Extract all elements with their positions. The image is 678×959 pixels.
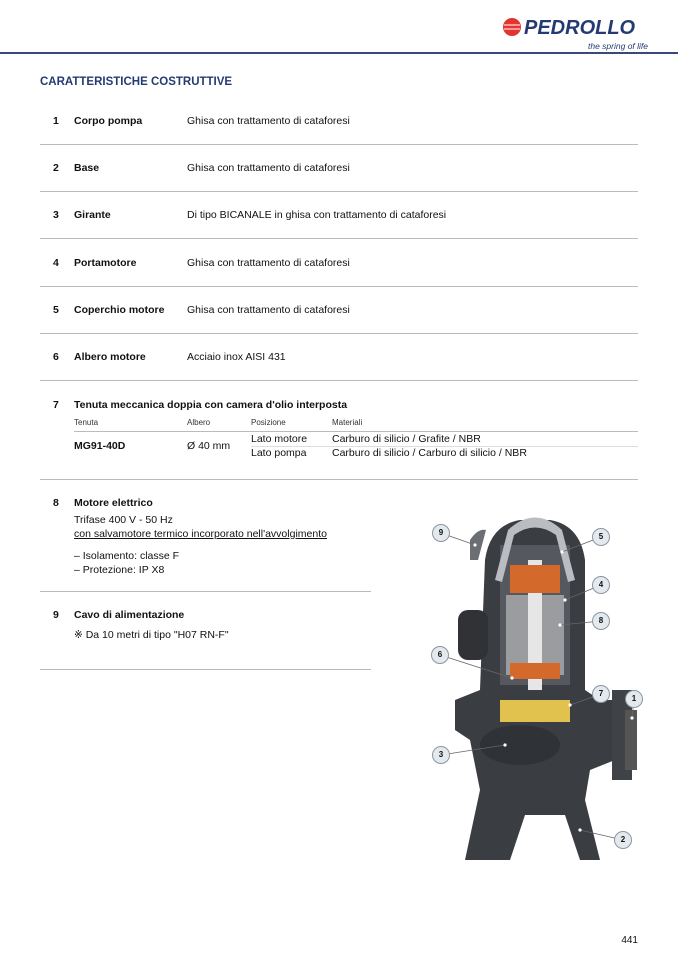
item-value: Di tipo BICANALE in ghisa con trattamento di cataforesi: [187, 209, 447, 222]
item-label: Girante: [74, 209, 111, 222]
callout-marker: 2: [614, 831, 632, 849]
item-label: Portamotore: [74, 256, 137, 269]
page-title: CARATTERISTICHE COSTRUTTIVE: [40, 76, 233, 88]
callout-marker: 7: [592, 685, 610, 703]
item-number: 6: [53, 351, 59, 363]
item-value: Ghisa con trattamento di cataforesi: [187, 115, 350, 127]
motor-line: con salvamotore termico incorporato nell'avvolgimento: [74, 528, 327, 540]
item-number: 8: [53, 497, 59, 509]
motor-line: Trifase 400 V - 50 Hz: [74, 514, 173, 526]
callout-marker: 8: [592, 612, 610, 630]
callout-marker: 6: [431, 646, 449, 664]
position: Lato pompa: [251, 447, 307, 459]
col-tenuta: Tenuta: [74, 418, 99, 427]
seal-title: Tenuta meccanica doppia con camera d'olio interposta: [74, 399, 348, 411]
cable-text: ※ Da 10 metri di tipo "H07 RN-F": [74, 629, 229, 641]
col-posizione: Posizione: [251, 418, 286, 427]
item-value: Ghisa con trattamento di cataforesi: [187, 303, 350, 316]
item-value: Acciaio inox AISI 431: [187, 351, 286, 363]
materials: Carburo di silicio / Carburo di silicio / NBR: [332, 447, 527, 459]
callout-marker: 3: [432, 746, 450, 764]
item-number: 7: [53, 399, 59, 411]
item-value: Ghisa con trattamento di cataforesi: [187, 162, 350, 175]
page-number: 441: [621, 935, 638, 946]
seal-shaft: Ø 40 mm: [187, 440, 231, 452]
item-value: Ghisa con trattamento di cataforesi: [187, 256, 350, 269]
item-label: Base: [74, 162, 100, 175]
col-albero: Albero: [187, 418, 211, 427]
cable-title: Cavo di alimentazione: [74, 609, 185, 621]
callout-marker: 4: [592, 576, 610, 594]
item-label: Corpo pompa: [74, 115, 143, 127]
item-number: 4: [53, 256, 59, 269]
callout-marker: 5: [592, 528, 610, 546]
callout-marker: 1: [625, 690, 643, 708]
callout-marker: 9: [432, 524, 450, 542]
item-number: 5: [53, 303, 59, 316]
item-number: 2: [53, 162, 59, 175]
materials: Carburo di silicio / Grafite / NBR: [332, 433, 481, 445]
item-number: 1: [53, 115, 59, 127]
seal-code: MG91-40D: [74, 440, 126, 452]
insulation: – Isolamento: classe F: [74, 550, 180, 562]
motor-title: Motore elettrico: [74, 497, 153, 509]
position: Lato motore: [251, 433, 308, 445]
col-materiali: Materiali: [332, 418, 363, 427]
protection: – Protezione: IP X8: [74, 564, 165, 576]
svg-text:PEDROLLO: PEDROLLO: [524, 17, 636, 39]
item-number: 9: [53, 609, 59, 621]
item-number: 3: [53, 209, 59, 222]
item-label: Albero motore: [74, 351, 146, 363]
item-label: Coperchio motore: [74, 303, 165, 316]
brand-tagline: the spring of life: [588, 41, 649, 51]
